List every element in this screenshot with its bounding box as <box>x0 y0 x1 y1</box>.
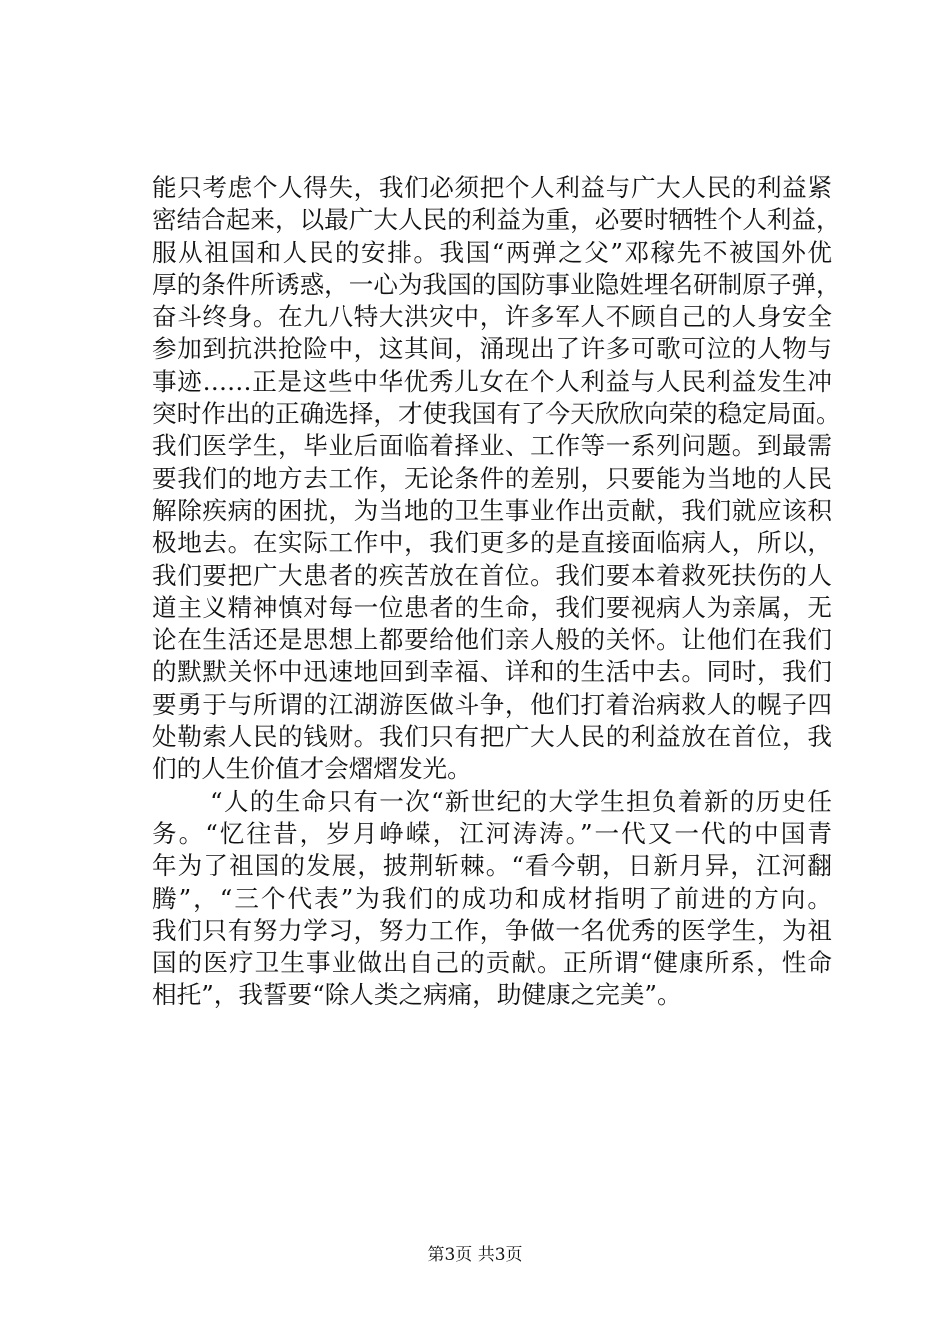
text-line: 道主义精神慎对每一位患者的生命，我们要视病人为亲属，无 <box>152 592 832 622</box>
text-line: 处勒索人民的钱财。我们只有把广大人民的利益放在首位，我 <box>152 722 832 752</box>
page-footer: 第3页 共3页 <box>427 1245 523 1265</box>
text-line: 我们医学生，毕业后面临着择业、工作等一系列问题。到最需 <box>152 431 832 461</box>
text-line: 腾”，“三个代表”为我们的成功和成材指明了前进的方向。 <box>152 883 832 913</box>
text-line: 服从祖国和人民的安排。我国“两弹之父”邓稼先不被国外优 <box>152 237 832 267</box>
text-line: 国的医疗卫生事业做出自己的贡献。正所谓“健康所系，性命 <box>152 948 832 978</box>
text-line: 解除疾病的困扰，为当地的卫生事业作出贡献，我们就应该积 <box>152 495 832 525</box>
text-line: 要我们的地方去工作，无论条件的差别，只要能为当地的人民 <box>152 463 832 493</box>
text-line: 事迹……正是这些中华优秀儿女在个人利益与人民利益发生冲 <box>152 366 832 396</box>
text-line: 们的人生价值才会熠熠发光。 <box>152 754 472 784</box>
text-line: “人的生命只有一次“新世纪的大学生担负着新的历史任 <box>210 786 832 816</box>
text-line: 厚的条件所诱惑，一心为我国的国防事业隐姓埋名研制原子弹， <box>152 269 841 299</box>
text-line: 年为了祖国的发展，披荆斩棘。“看今朝，日新月异，江河翻 <box>152 851 832 881</box>
text-line: 我们只有努力学习，努力工作，争做一名优秀的医学生，为祖 <box>152 915 832 945</box>
text-line: 奋斗终身。在九八特大洪灾中，许多军人不顾自己的人身安全 <box>152 302 832 332</box>
text-line: 要勇于与所谓的江湖游医做斗争，他们打着治病救人的幌子四 <box>152 689 832 719</box>
text-line: 密结合起来，以最广大人民的利益为重，必要时牺牲个人利益， <box>152 205 841 235</box>
text-line: 能只考虑个人得失，我们必须把个人利益与广大人民的利益紧 <box>152 173 832 202</box>
text-line: 参加到抗洪抢险中，这其间，涌现出了许多可歌可泣的人物与 <box>152 334 832 364</box>
text-line: 务。“忆往昔，岁月峥嵘，江河涛涛。”一代又一代的中国青 <box>152 818 832 848</box>
text-line: 的默默关怀中迅速地回到幸福、详和的生活中去。同时，我们 <box>152 657 832 687</box>
text-line: 论在生活还是思想上都要给他们亲人般的关怀。让他们在我们 <box>152 625 832 655</box>
text-line: 极地去。在实际工作中，我们更多的是直接面临病人，所以， <box>152 528 832 558</box>
body-text <box>152 172 841 1012</box>
text-line: 我们要把广大患者的疾苦放在首位。我们要本着救死扶伤的人 <box>152 560 832 590</box>
text-line: 突时作出的正确选择，才使我国有了今天欣欣向荣的稳定局面。 <box>152 399 841 429</box>
text-line: 相托”，我誓要“除人类之病痛，助健康之完美”。 <box>152 980 682 1010</box>
